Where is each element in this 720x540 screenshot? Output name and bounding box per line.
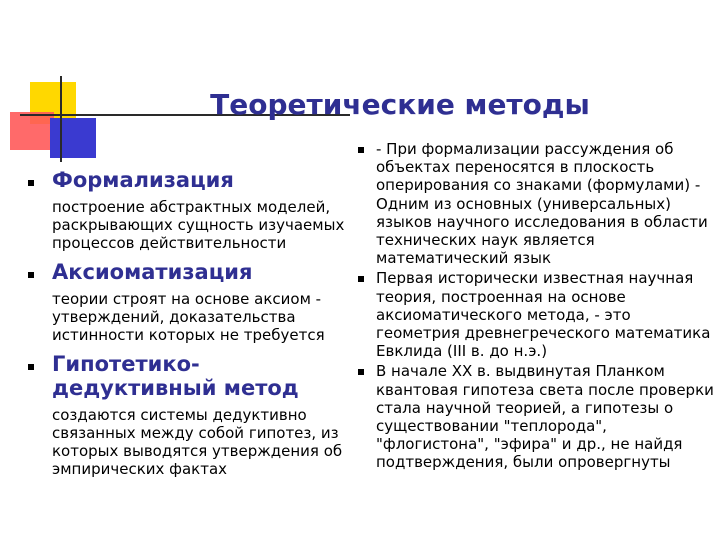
right-item-text: В начале XX в. выдвинутая Планком квантовая гипотеза света после проверки стала научной теорией, а гипотезы о существовании "теплорода", "флогистона", "эфира" и др., не найдя подтверждения, были опровергнуты — [376, 362, 714, 472]
decor-blue-square — [50, 118, 96, 158]
bullet-square-icon — [358, 147, 364, 153]
right-list-item — [354, 140, 714, 267]
item-description: теории строят на основе аксиом - утверждений, доказательства истинности которых не требуется — [52, 290, 325, 344]
decor-vertical-line — [60, 76, 62, 162]
right-list-item — [354, 269, 714, 360]
item-heading: Аксиоматизация — [52, 260, 253, 284]
right-column — [354, 140, 714, 472]
list-item-formalization — [16, 168, 346, 252]
list-item-hypothetico-deductive — [16, 352, 346, 478]
bullet-square-icon — [28, 364, 34, 370]
right-list-item — [354, 362, 714, 471]
item-heading: Гипотетико-дедуктивный метод — [52, 352, 299, 400]
decor-red-square — [10, 112, 54, 150]
list-item-axiomatization — [16, 260, 346, 344]
right-item-text: Первая исторически известная научная теория, построенная на основе аксиоматического метода, - это геометрия древнегреческого математика Евклида (III в. до н.э.) — [376, 269, 711, 361]
item-description: построение абстрактных моделей, раскрывающих сущность изучаемых процессов действительности — [52, 198, 345, 252]
right-item-text: - При формализации рассуждения об объектах переносятся в плоскость оперирования со знаками (формулами) - Одним из основных (универсальных) языков научного исследования в области технических наук является математический язык — [376, 140, 708, 268]
item-description: создаются системы дедуктивно связанных между собой гипотез, из которых выводятся утверждения об эмпирических фактах — [52, 406, 343, 478]
bullet-square-icon — [28, 180, 34, 186]
left-column — [16, 168, 346, 478]
slide-title: Теоретические методы — [210, 88, 590, 121]
bullet-square-icon — [358, 276, 364, 282]
bullet-square-icon — [358, 369, 364, 375]
bullet-square-icon — [28, 272, 34, 278]
item-heading: Формализация — [52, 168, 234, 192]
